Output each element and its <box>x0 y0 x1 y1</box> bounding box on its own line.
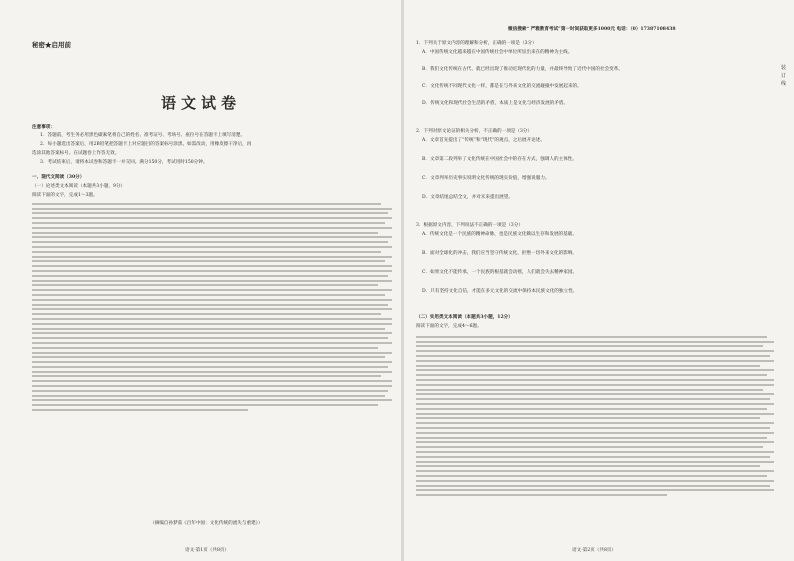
subsection-2-heading: （二）实用类文本阅读（本题共3小题，12分） <box>416 315 513 320</box>
reading-prompt-2: 阅读下面的文字，完成4～6题。 <box>416 324 482 329</box>
question-2-b: B．文章第二段列举了文化传统在中国社会中的存在方式，强调人的主体性。 <box>422 157 577 162</box>
question-2-a: A．文章首先提出了“传统”和“现代”的观点，之后展开论述。 <box>422 138 545 143</box>
right-page <box>404 0 786 561</box>
binding-edge-mark: 装订线 <box>781 65 787 87</box>
question-3-b: B．面对全球化的冲击，我们应当坚守传统文化，拒绝一切外来文化的影响。 <box>422 251 577 256</box>
interview-passage <box>416 333 774 499</box>
notice-3: 3．考试结束后，请将本试卷和答题卡一并交回。满分150分，考试用时150分钟。 <box>40 160 208 165</box>
passage-body <box>32 200 392 414</box>
subsection-heading: （一）论述类文本阅读（本题共3小题，9分） <box>32 184 126 189</box>
reading-prompt: 阅读下面的文字，完成1～3题。 <box>32 193 98 198</box>
notice-2: 2．每小题选出答案后，用2B铅笔把答题卡上对应题目的答案标号涂黑。如需改动，用橡皮擦干净后，再 <box>40 142 252 147</box>
question-3: 3．根据原文内容，下列说法不正确的一项是（3分） <box>416 223 523 228</box>
question-1-a: A．中国传统文化越来越在中国传统社会中单位所显出来在的精神为主线。 <box>422 50 573 55</box>
question-2-d: D．文章结尾总结全文，并对未来提出展望。 <box>422 195 513 200</box>
source-note: （摘编自孙梦茹《百年中国：文化传统的流失与重建》） <box>150 521 263 526</box>
question-1-b: B．我们文化传统在古代，就已经出现了推动近现代化的力量，并最终导致了近代中国的社会变革。 <box>422 67 623 72</box>
left-footer: 语文·第1页（共8页） <box>185 548 230 553</box>
section-heading: 一、现代文阅读（30分） <box>32 175 85 180</box>
question-3-a: A．传统文化是一个民族的精神命脉，也是民族文化赖以生存和发展的基础。 <box>422 232 577 237</box>
question-1: 1．下列关于原文内容的理解和分析，正确的一项是（3分） <box>416 41 537 46</box>
question-2: 2．下列对原文论证的相关分析，不正确的一项是（3分） <box>416 129 533 134</box>
notice-1: 1．答题前，考生务必用黑色碳素笔将自己的姓名、准考证号、考场号、座位号在答题卡上填写清楚。 <box>40 133 246 138</box>
question-1-c: C．文化传统不同现代文化一样，都是在与外来文化的交流碰撞中发展起来的。 <box>422 84 582 89</box>
notice-2-cont: 选涂其他答案标号。在试题卷上作答无效。 <box>32 151 120 156</box>
question-3-d: D．只有坚持文化自信，才能在多元文化的交流中保持本民族文化的独立性。 <box>422 289 578 294</box>
exam-title: 语文试卷 <box>160 94 241 112</box>
right-header: 微信搜索“ 严雅教育考试”第一时间获取更多1000元 电话：（0）17387108438 <box>508 27 676 32</box>
confidential-tag: 秘密★启用前 <box>32 41 71 49</box>
notice-heading: 注意事项： <box>32 125 55 130</box>
right-footer: 语文·第2页（共8页） <box>572 548 617 553</box>
question-2-c: C．文章列举历史事实说明文化传统的现实价值，增强说服力。 <box>422 176 550 181</box>
question-3-c: C．如果文化不能传承，一个民族的根基就会动摇，人们就会失去精神家园。 <box>422 270 578 275</box>
question-1-d: D．传统文化和现代社会生活的矛盾，本质上是文化与经济发展的矛盾。 <box>422 101 569 106</box>
